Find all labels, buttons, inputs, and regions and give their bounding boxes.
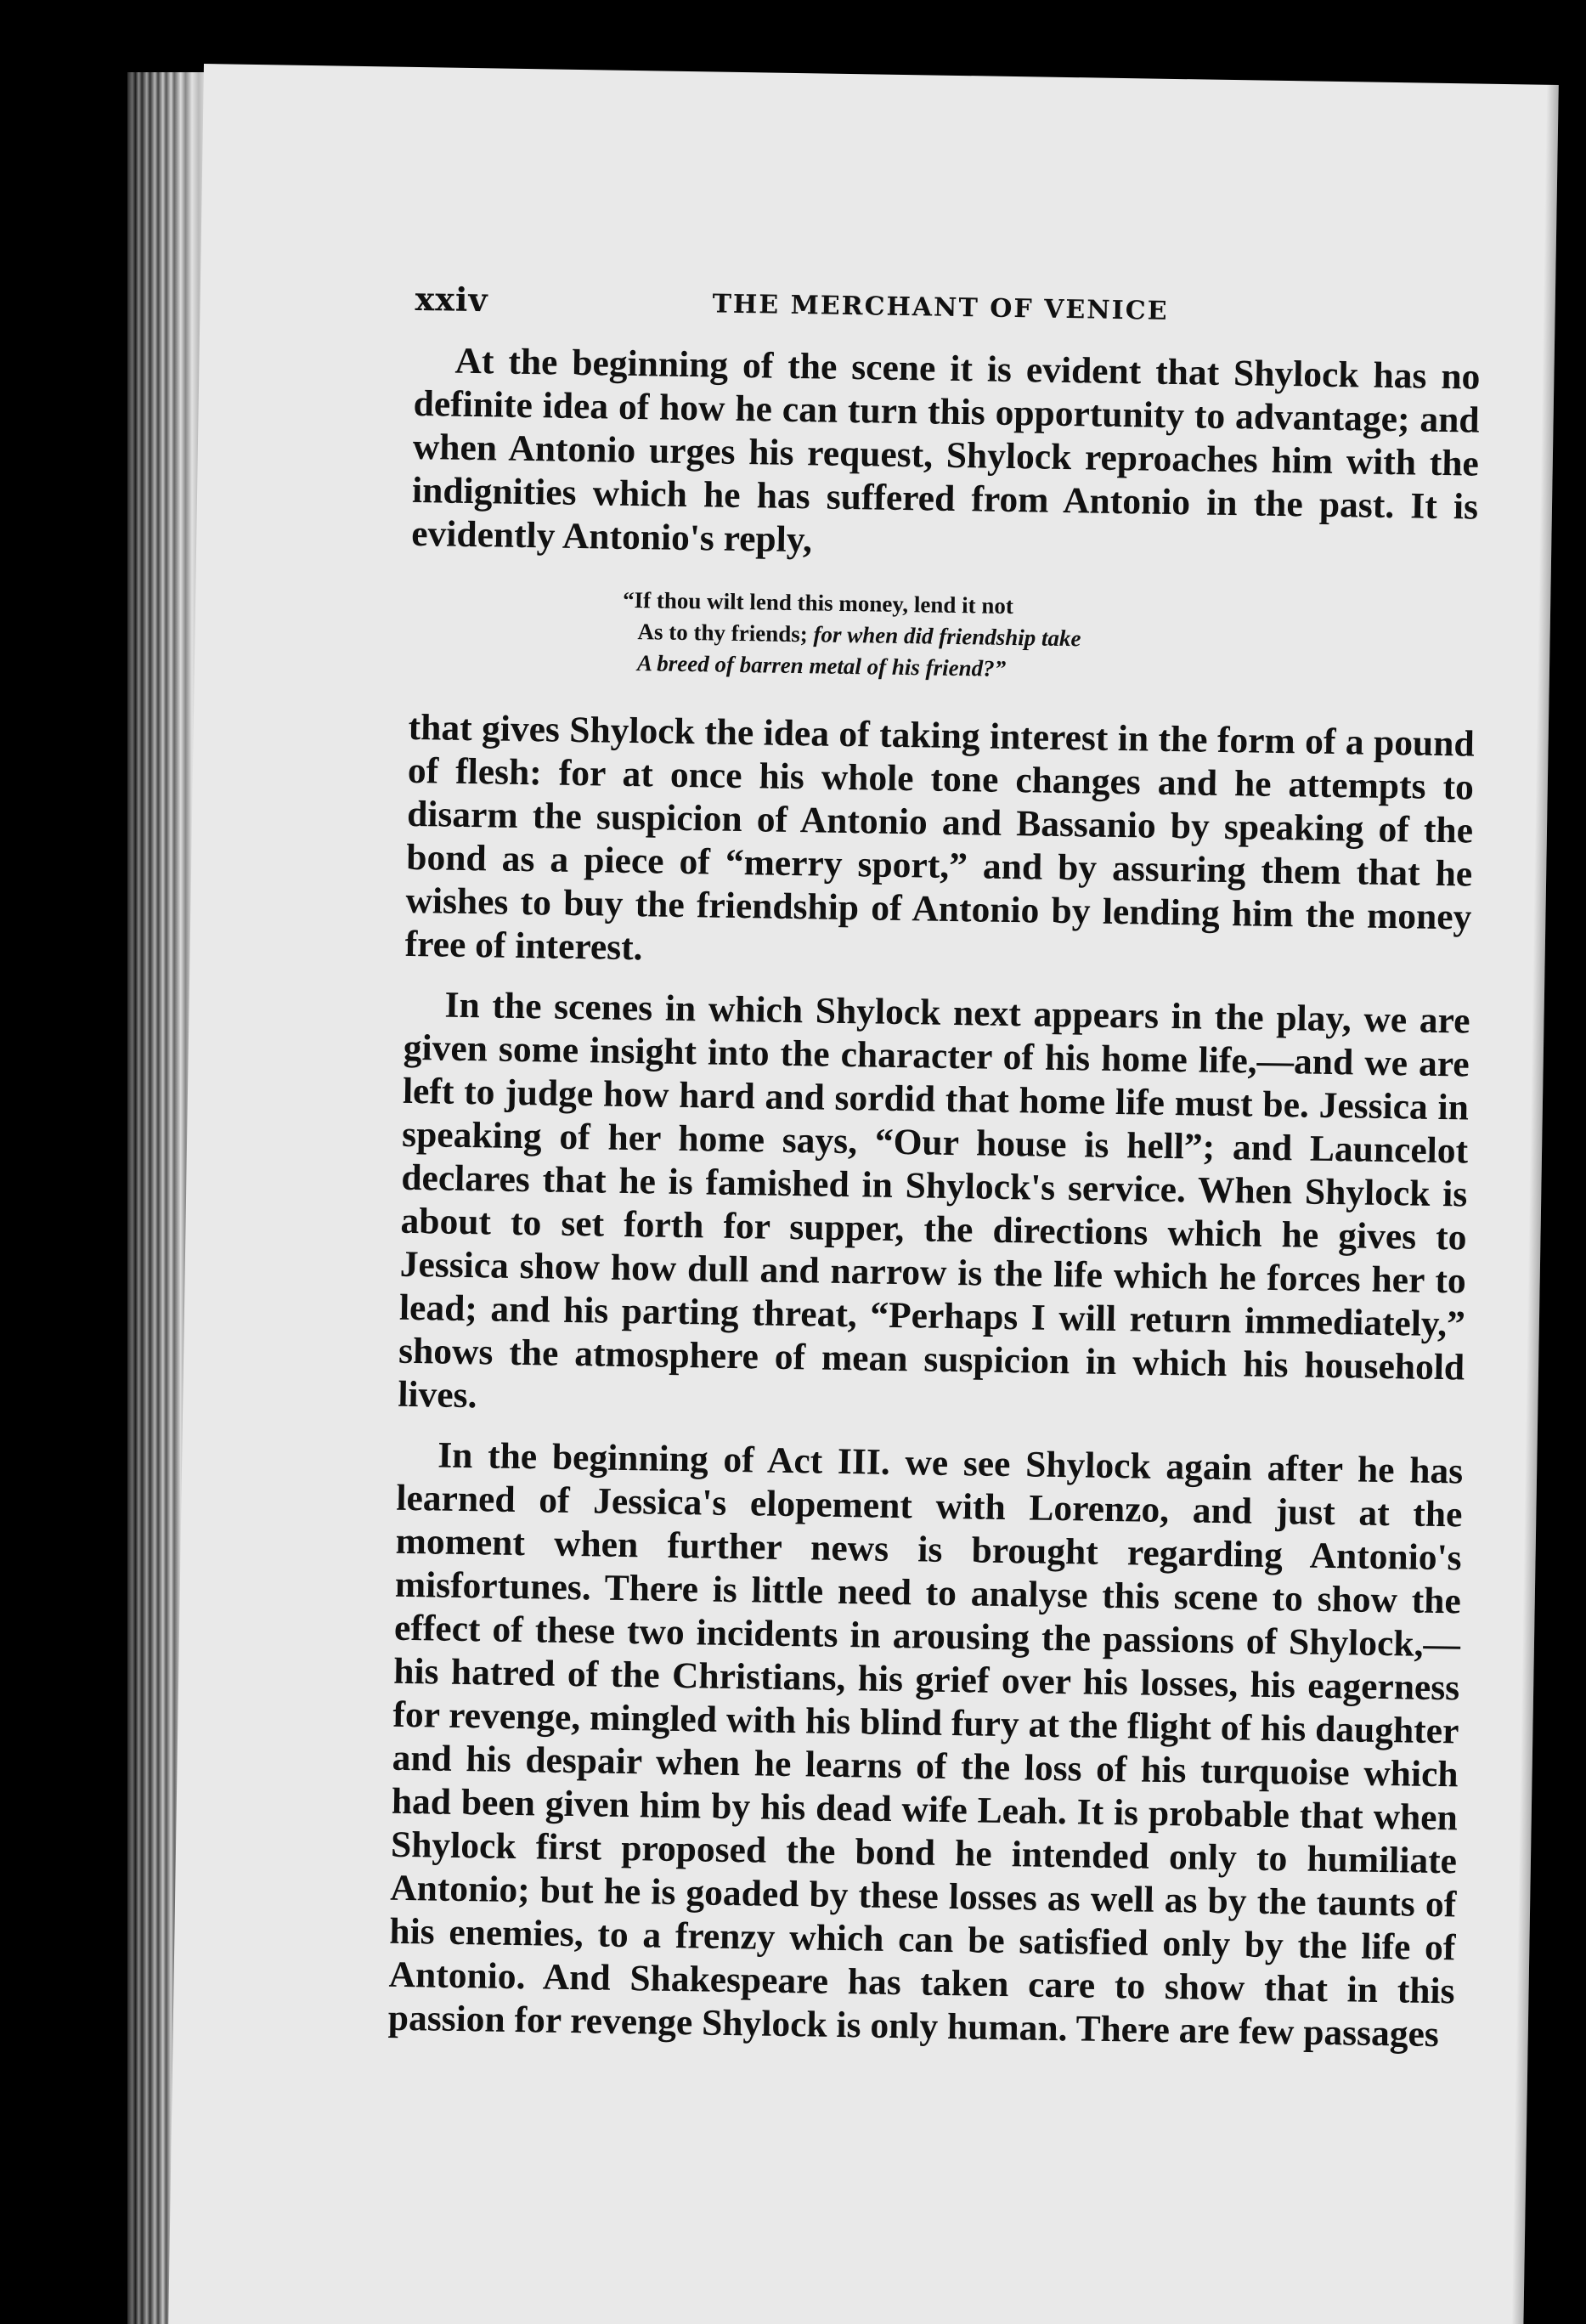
- quote-line-2-italic: for when did friendship take: [813, 621, 1081, 652]
- book-page: [168, 64, 1559, 2324]
- running-title: THE MERCHANT OF VENICE: [712, 289, 1169, 326]
- page-number: xxiv: [415, 279, 488, 319]
- quote-line-1: “If thou wilt lend this money, lend it not: [622, 586, 1014, 619]
- paragraph-1: At the beginning of the scene it is evident that Shylock has no definite idea of how he can turn this opportunity to advantage; and when Antonio urges his request, Shylock reproaches him with the indignities which he has suffered from Antonio in the past. It is evidently Antonio's reply,: [410, 340, 1481, 561]
- page-content: [387, 280, 1481, 2056]
- quote-line-2-plain: As to thy friends;: [637, 619, 814, 647]
- page-shadow: [1511, 85, 1559, 2324]
- paragraph-2: that gives Shylock the idea of taking interest in the form of a pound of flesh: for at once his whole tone changes and he attempts to disarm the suspicion of Antonio and Bassanio by speaking of the bond as a piece of “merry sport,” and by assuring them that he wishes to buy the friendship of Antonio by lending him the money free of interest.: [404, 706, 1475, 969]
- paragraph-4: In the beginning of Act III. we see Shylock again after he has learned of Jessica's elopement with Lorenzo, and just at the moment when further news is brought regarding Antonio's misfortunes. There is little need to analyse this scene to show the effect of these two incidents in arousing the passions of Shylock,—his hatred of the Christians, his grief over his losses, his eagerness for revenge, mingled with his blind fury at the flight of his daughter and his despair when he learns of the loss of his turquoise which had been given him by his dead wife Leah. It is probable that when Shylock first proposed the bond he intended only to humiliate Antonio; but he is goaded by these losses as well as by the taunts of his enemies, to a frenzy which can be satisfied only by the life of Antonio. And Shakespeare has taken care to show that in this passion for revenge Shylock is only human. There are few passages: [387, 1434, 1464, 2055]
- quote-line-3-italic: A breed of barren metal of his friend?”: [636, 650, 1007, 681]
- block-quote: [622, 585, 1477, 693]
- paragraph-3: In the scenes in which Shylock next appears in the play, we are given some insight into the character of his home life,—and we are left to judge how hard and sordid that home life must be. Jessica in speaking of her home says, “Our house is hell”; and Launcelot declares that he is famished in Shylock's service. When Shylock is about to set forth for supper, the directions which he gives to Jessica show how dull and narrow is the life which he forces her to lead; and his parting threat, “Perhaps I will return immediately,” shows the atmosphere of mean suspicion in which his household lives.: [398, 984, 1470, 1416]
